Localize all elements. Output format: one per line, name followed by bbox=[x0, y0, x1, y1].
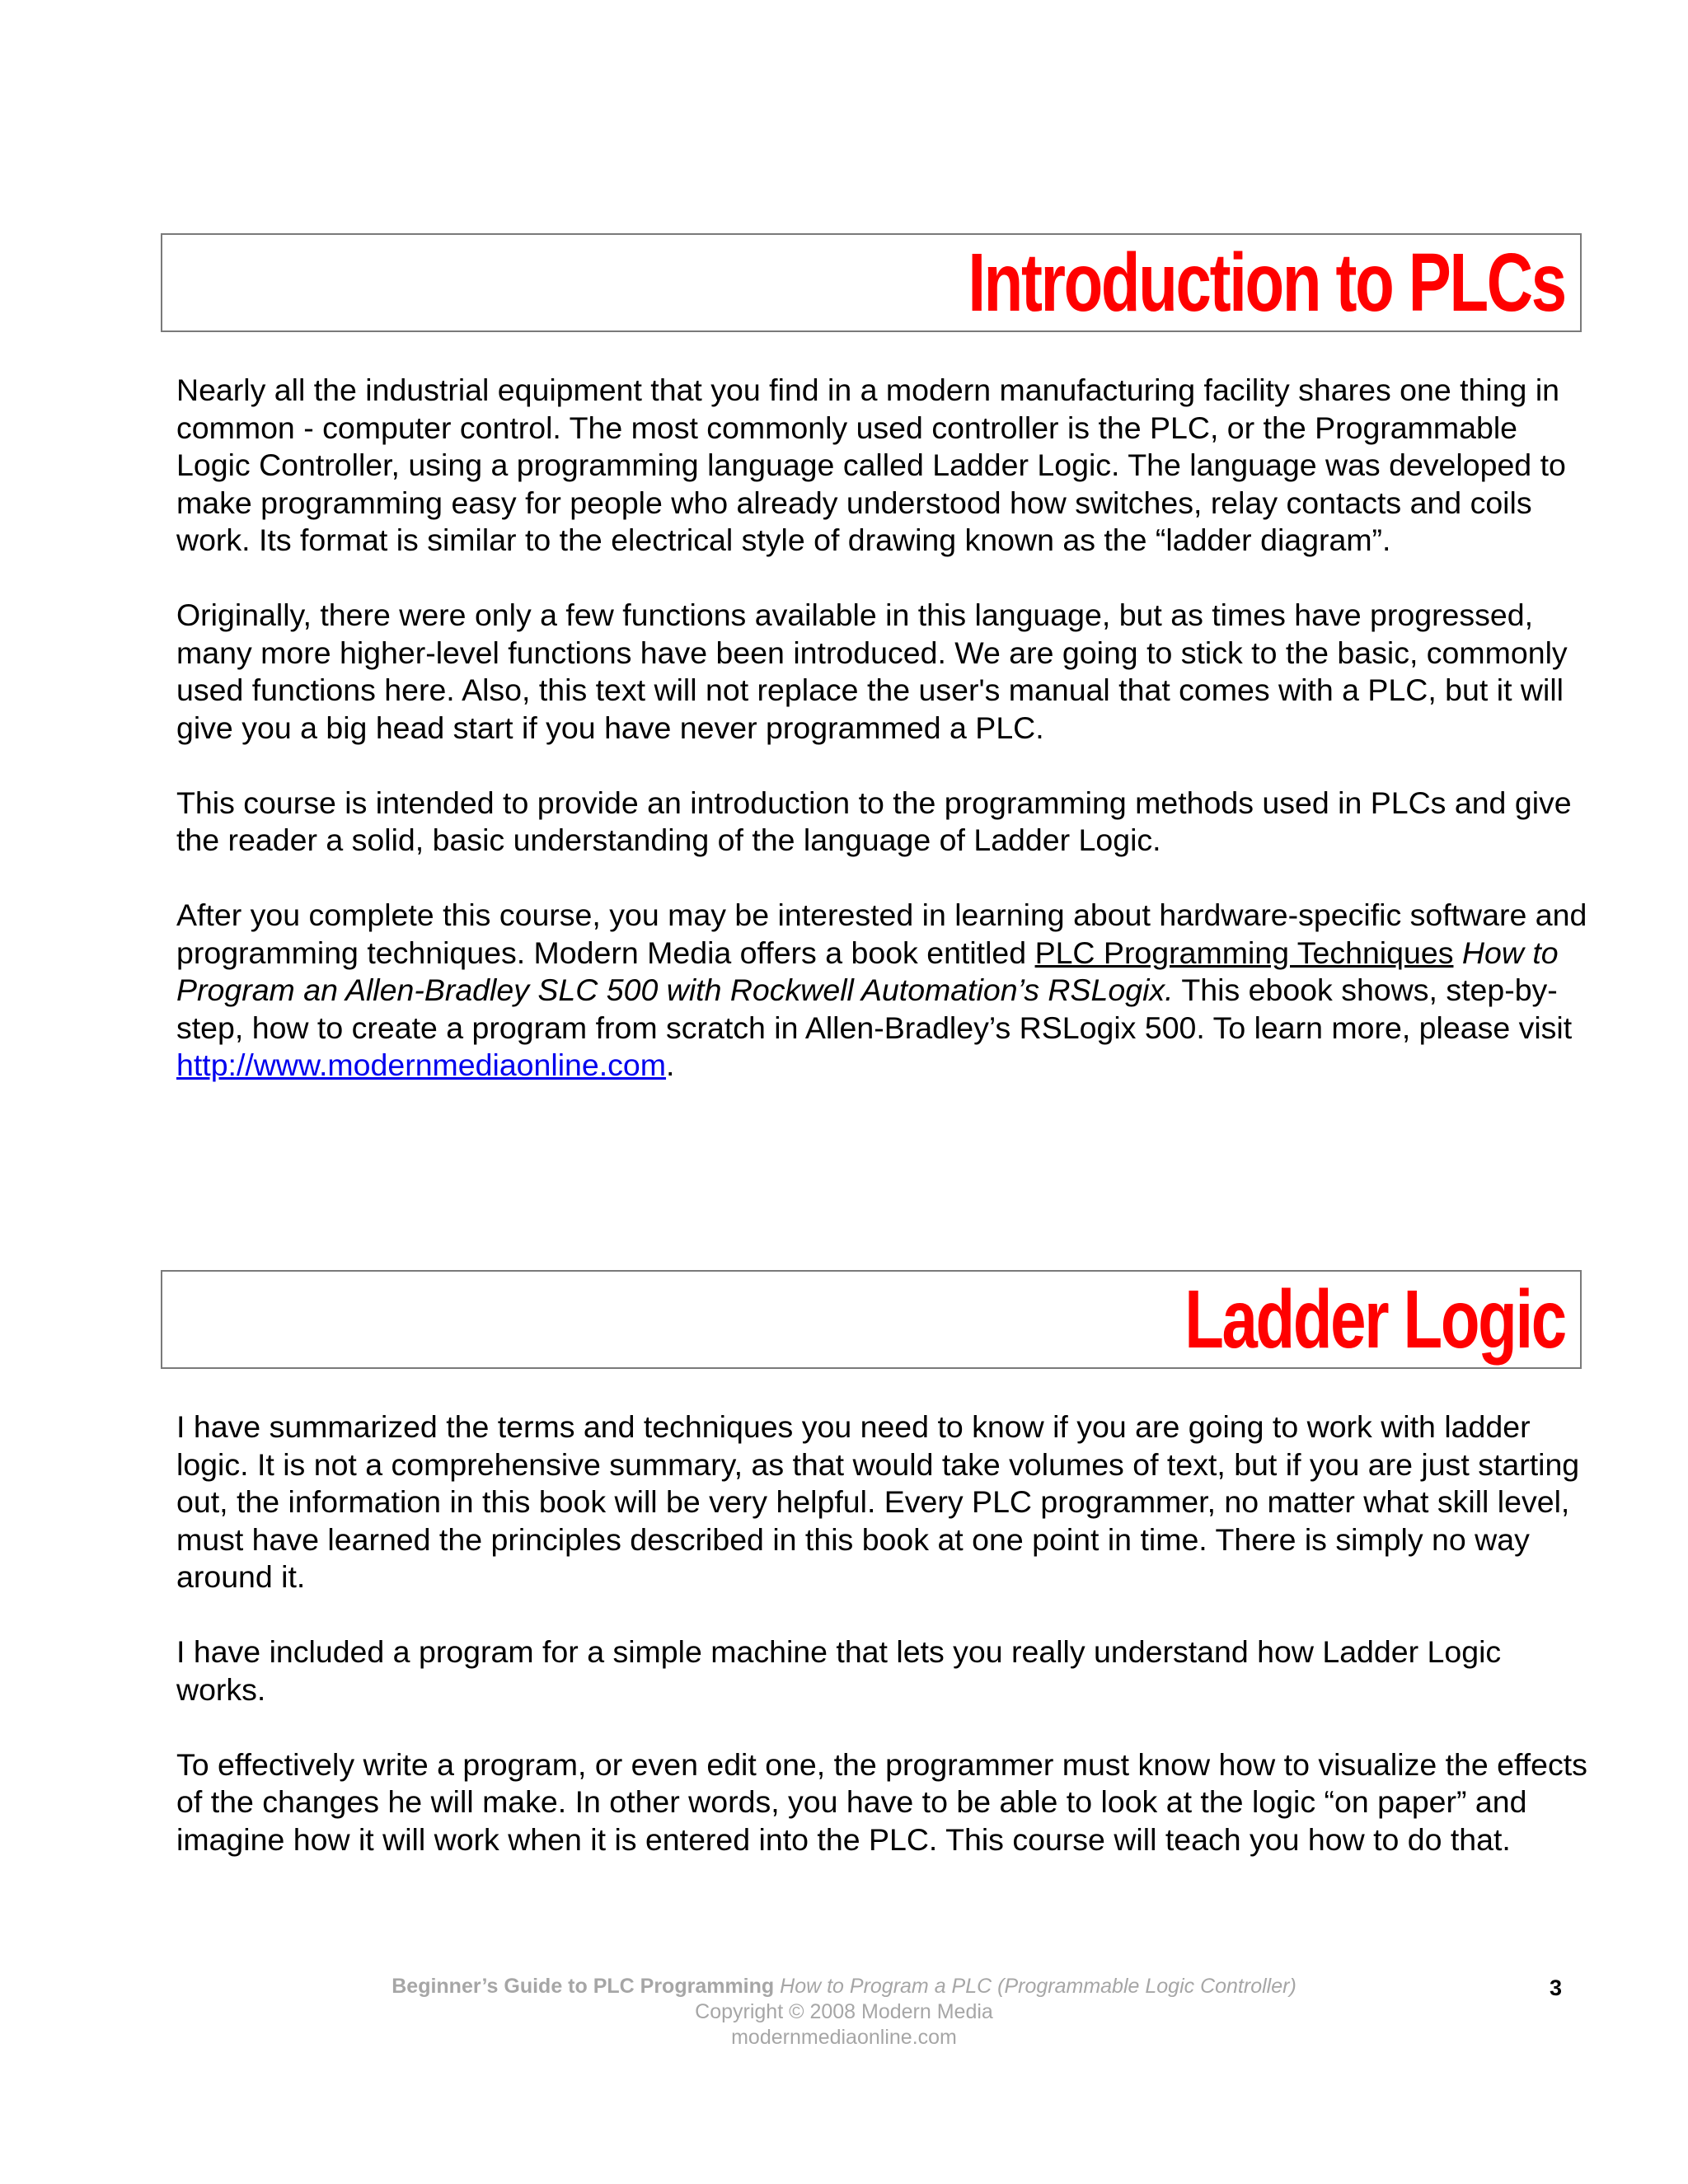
paragraph-text: . bbox=[666, 1047, 675, 1082]
section-body-intro bbox=[176, 372, 1594, 1122]
footer-title-bold: Beginner’s Guide to PLC Programming bbox=[392, 1975, 775, 1998]
footer-title bbox=[0, 1974, 1688, 1999]
paragraph: This course is intended to provide an introduction to the programming methods used in PLCs and give the reader a solid, basic understanding of the language of Ladder Logic. bbox=[176, 785, 1572, 857]
paragraph bbox=[176, 897, 1594, 1085]
book-subtitle: How to Program an Allen-Bradley SLC 500 with Rockwell Automation’s RSLogix. bbox=[176, 935, 1559, 1007]
page-footer bbox=[0, 1974, 1688, 2050]
paragraph: I have included a program for a simple machine that lets you really understand how Ladder Logic works. bbox=[176, 1634, 1502, 1707]
paragraph: Nearly all the industrial equipment that you find in a modern manufacturing facility shares one thing in common - computer control. The most commonly used controller is the PLC, or the Programmable Logic Controller, using a programming language called Ladder Logic. The language was developed to make programming easy for people who already understood how switches, relay contacts and coils work. Its format is similar to the electrical style of drawing known as the “ladder diagram”. bbox=[176, 373, 1566, 557]
section-heading-box-intro bbox=[161, 233, 1582, 332]
paragraph-text: After you complete this course, you may be interested in learning about hardware-specific software and programming techniques. Modern Media offers a book entitled bbox=[176, 898, 1587, 970]
footer-copyright: Copyright © 2008 Modern Media bbox=[695, 2000, 993, 2023]
book-title: PLC Programming Techniques bbox=[1034, 935, 1454, 970]
footer-title-italic: How to Program a PLC (Programmable Logic Controller) bbox=[780, 1975, 1296, 1998]
section-heading-intro: Introduction to PLCs bbox=[968, 237, 1565, 329]
paragraph: To effectively write a program, or even edit one, the programmer must know how to visualize the effects of the changes he will make. In other words, you have to be able to look at the logic “on paper” and imagine how it will work when it is entered into the PLC. This course will teach you how to do that. bbox=[176, 1746, 1587, 1857]
section-body-ladder bbox=[176, 1408, 1594, 1896]
section-heading-ladder: Ladder Logic bbox=[1184, 1273, 1565, 1366]
website-link[interactable]: http://www.modernmediaonline.com bbox=[176, 1047, 667, 1082]
page-number: 3 bbox=[1550, 1975, 1563, 2000]
paragraph: I have summarized the terms and techniques you need to know if you are going to work with ladder logic. It is not a comprehensive summary, as that would take volumes of text, but if you are just starting out, the information in this book will be very helpful. Every PLC programmer, no matter what skill level, must have learned the principles described in this book at one point in time. There is simply no way around it. bbox=[176, 1409, 1580, 1594]
paragraph: Originally, there were only a few functions available in this language, but as times have progressed, many more higher-level functions have been introduced. We are going to stick to the basic, commonly used functions here. Also, this text will not replace the user's manual that comes with a PLC, but it will give you a big head start if you have never programmed a PLC. bbox=[176, 598, 1568, 745]
section-heading-box-ladder bbox=[161, 1270, 1582, 1369]
paragraph-text: This ebook shows, step-by-step, how to create a program from scratch in Allen-Bradley’s RSLogix 500. To learn more, please visit bbox=[176, 972, 1573, 1045]
footer-website: modernmediaonline.com bbox=[731, 2026, 957, 2049]
